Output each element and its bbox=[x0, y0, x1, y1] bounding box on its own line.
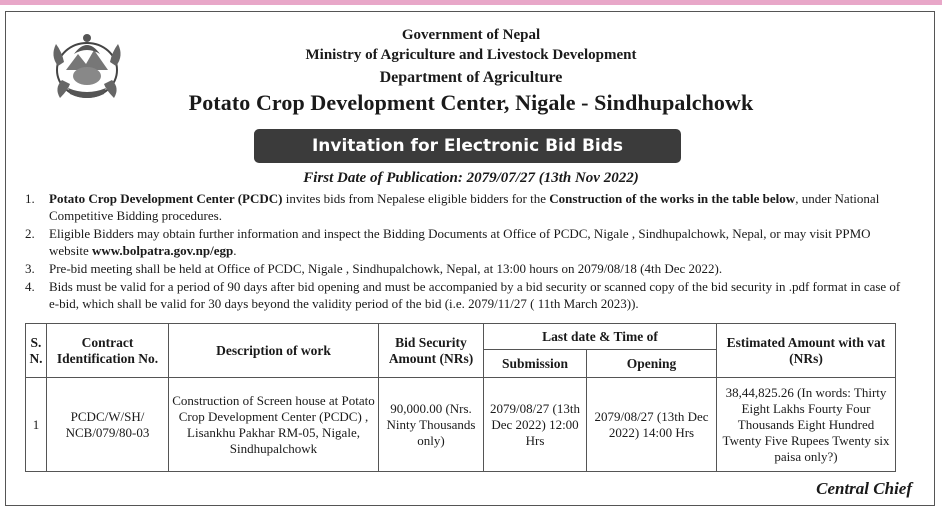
cell-bid-security: 90,000.00 (Nrs. Ninty Thousands only) bbox=[379, 378, 484, 472]
notice-point bbox=[22, 278, 912, 312]
notice-point bbox=[22, 260, 912, 277]
notice-point bbox=[22, 225, 912, 259]
cell-description: Construction of Screen house at Potato Crop Development Center (PCDC) , Lisankhu Pakhar RM-05, Nigale, Sindhupalchowk bbox=[169, 378, 379, 472]
ministry-title: Ministry of Agriculture and Livestock Development bbox=[305, 47, 637, 63]
point-text: Pre-bid meeting shall be held at Office of PCDC, Nigale , Sindhupalchowk, Nepal, at 13:00 hours on 2079/08/18 (4th Dec 2022). bbox=[49, 261, 723, 276]
government-title: Government of Nepal bbox=[401, 27, 541, 43]
notice-points bbox=[22, 190, 912, 313]
header-sn: S. N. bbox=[26, 324, 47, 378]
point-text: Eligible Bidders may obtain further information and inspect the Bidding Documents at Office of PCDC, Nigale , Sindhupalchowk, Nepal, or may visit PPMO website bbox=[49, 226, 871, 258]
header-submission: Submission bbox=[484, 350, 587, 378]
header-description: Description of work bbox=[169, 324, 379, 378]
notice-banner: Invitation for Electronic Bid Bids bbox=[254, 129, 681, 163]
point-text: Bids must be valid for a period of 90 days after bid opening and must be accompanied by a bid security or scanned copy of the bid security in .pdf format in case of e-bid, which shall be valid for 30 days beyond the validity period of the bid (i.e. 2079/11/27 ( 11th March 2023)). bbox=[49, 279, 901, 311]
point-bold: Potato Crop Development Center (PCDC) bbox=[49, 191, 283, 206]
website-link[interactable]: www.bolpatra.gov.np/egp bbox=[91, 243, 234, 258]
point-text: , under National Competitive Bidding procedures. bbox=[49, 191, 880, 223]
header-estimated: Estimated Amount with vat (NRs) bbox=[717, 324, 896, 378]
point-number: 4. bbox=[25, 279, 35, 294]
point-number: 3. bbox=[25, 261, 35, 276]
publication-date: First Date of Publication: 2079/07/27 (13th Nov 2022) bbox=[303, 170, 639, 186]
center-title: Potato Crop Development Center, Nigale - Sindhupalchowk bbox=[188, 90, 754, 115]
top-accent-bar bbox=[0, 0, 942, 5]
table-row bbox=[26, 378, 896, 472]
cell-sn: 1 bbox=[26, 378, 47, 472]
point-bold: Construction of the works in the table below bbox=[549, 191, 796, 206]
point-number: 1. bbox=[25, 191, 35, 206]
cell-opening: 2079/08/27 (13th Dec 2022) 14:00 Hrs bbox=[587, 378, 717, 472]
signature: Central Chief bbox=[816, 479, 912, 498]
department-title: Department of Agriculture bbox=[379, 69, 563, 86]
header-opening: Opening bbox=[587, 350, 717, 378]
header-contract: Contract Identification No. bbox=[47, 324, 169, 378]
cell-contract: PCDC/W/SH/ NCB/079/80-03 bbox=[47, 378, 169, 472]
point-text: . bbox=[233, 243, 237, 258]
header-bid-security: Bid Security Amount (NRs) bbox=[379, 324, 484, 378]
notice-point bbox=[22, 190, 912, 224]
point-text: invites bids from Nepalese eligible bidders for the bbox=[282, 191, 550, 206]
bid-table bbox=[25, 323, 896, 472]
cell-estimated: 38,44,825.26 (In words: Thirty Eight Lakhs Fourty Four Thousands Eight Hundred Twenty Five Rupees Twenty six paisa only?) bbox=[717, 378, 896, 472]
point-number: 2. bbox=[25, 226, 35, 241]
cell-submission: 2079/08/27 (13th Dec 2022) 12:00 Hrs bbox=[484, 378, 587, 472]
header-last-date: Last date & Time of bbox=[484, 324, 717, 350]
